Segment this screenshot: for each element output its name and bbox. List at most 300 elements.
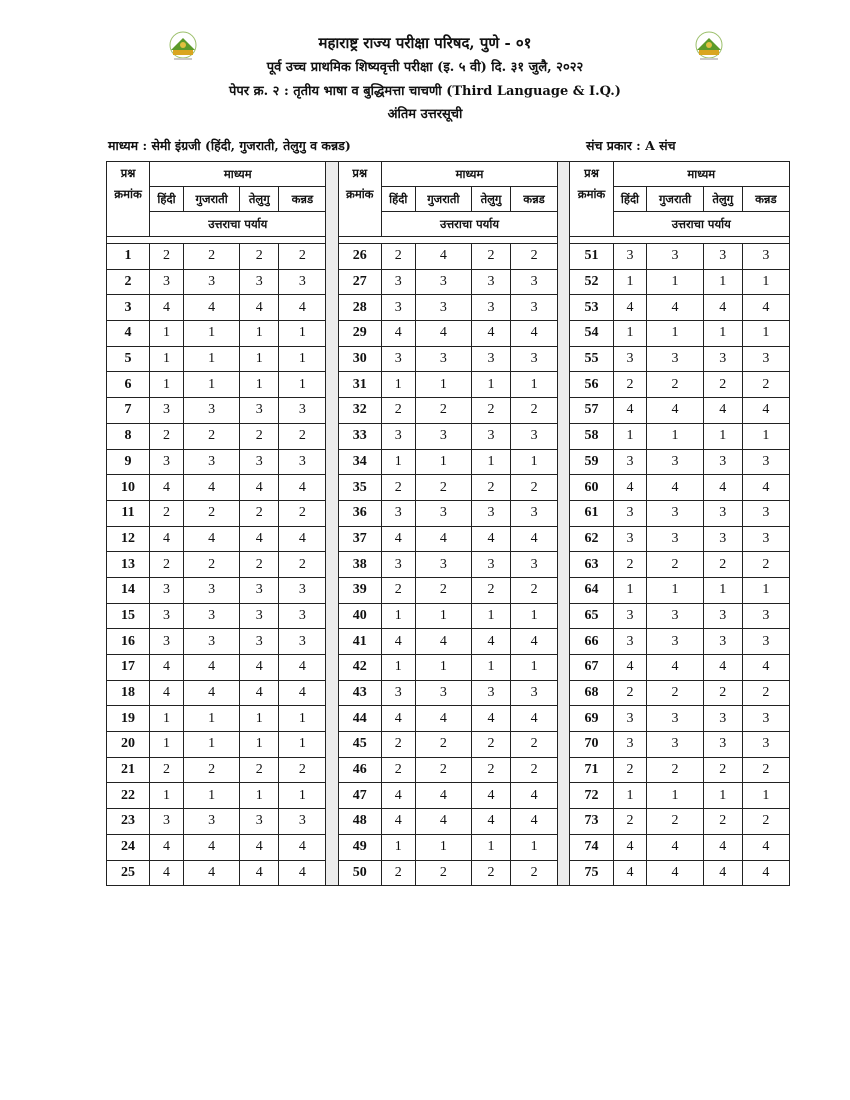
- answer-cell: 3: [742, 706, 789, 732]
- answer-cell: 3: [279, 603, 326, 629]
- question-header-line1: प्रश्न: [120, 166, 136, 180]
- spacer-cell: [279, 237, 326, 244]
- question-number: 28: [338, 295, 381, 321]
- question-number: 63: [570, 552, 613, 578]
- answer-cell: 1: [647, 269, 703, 295]
- medium-column-header: कन्नड: [279, 187, 326, 212]
- answer-cell: 1: [279, 732, 326, 758]
- question-number: 62: [570, 526, 613, 552]
- answer-cell: 3: [381, 680, 415, 706]
- answer-cell: 4: [703, 834, 742, 860]
- answer-cell: 4: [279, 295, 326, 321]
- header-row: [107, 162, 790, 187]
- answer-cell: 1: [703, 269, 742, 295]
- answer-cell: 1: [415, 834, 471, 860]
- answer-cell: 3: [510, 680, 557, 706]
- answer-cell: 1: [183, 783, 239, 809]
- question-number: 67: [570, 655, 613, 681]
- answer-cell: 1: [510, 603, 557, 629]
- question-number: 68: [570, 680, 613, 706]
- question-number: 4: [107, 321, 150, 347]
- answer-cell: 1: [150, 783, 184, 809]
- question-number: 54: [570, 321, 613, 347]
- answer-cell: 4: [415, 809, 471, 835]
- answer-cell: 1: [647, 321, 703, 347]
- question-number: 56: [570, 372, 613, 398]
- answer-cell: 2: [183, 757, 239, 783]
- question-number: 50: [338, 860, 381, 886]
- answer-cell: 4: [703, 295, 742, 321]
- question-number: 18: [107, 680, 150, 706]
- question-number: 12: [107, 526, 150, 552]
- answer-cell: 2: [415, 757, 471, 783]
- question-number: 39: [338, 577, 381, 603]
- table-row: [107, 655, 790, 681]
- answer-cell: 1: [613, 423, 647, 449]
- question-number-header: [338, 162, 381, 237]
- answer-cell: 4: [647, 475, 703, 501]
- answer-cell: 4: [150, 655, 184, 681]
- answer-cell: 4: [742, 860, 789, 886]
- question-number: 51: [570, 244, 613, 270]
- answer-cell: 4: [240, 834, 279, 860]
- answer-cell: 4: [415, 706, 471, 732]
- answer-cell: 2: [381, 398, 415, 424]
- table-row: [107, 321, 790, 347]
- answer-cell: 2: [510, 577, 557, 603]
- header-row: [107, 187, 790, 212]
- answer-cell: 4: [150, 295, 184, 321]
- answer-cell: 3: [415, 346, 471, 372]
- table-row: [107, 244, 790, 270]
- answer-cell: 3: [647, 732, 703, 758]
- answer-cell: 3: [472, 269, 511, 295]
- header-row: [107, 212, 790, 237]
- question-number: 31: [338, 372, 381, 398]
- answer-cell: 3: [240, 269, 279, 295]
- answer-cell: 4: [472, 783, 511, 809]
- medium-column-header: हिंदी: [381, 187, 415, 212]
- question-header-line1: प्रश्न: [584, 166, 599, 180]
- question-number: 1: [107, 244, 150, 270]
- set-type-label: संच प्रकार : A संच: [586, 138, 676, 153]
- question-number: 8: [107, 423, 150, 449]
- answer-key-table: [106, 161, 790, 886]
- question-number: 38: [338, 552, 381, 578]
- question-number: 37: [338, 526, 381, 552]
- answer-cell: 4: [381, 629, 415, 655]
- answer-cell: 2: [703, 757, 742, 783]
- meta-row: [108, 137, 708, 157]
- answer-cell: 4: [510, 321, 557, 347]
- question-number: 49: [338, 834, 381, 860]
- answer-cell: 1: [381, 834, 415, 860]
- answer-cell: 4: [742, 475, 789, 501]
- answer-cell: 3: [240, 603, 279, 629]
- answer-cell: 2: [381, 475, 415, 501]
- answer-cell: 4: [703, 655, 742, 681]
- answer-cell: 2: [472, 577, 511, 603]
- answer-key-title: अंतिम उत्तरसूची: [387, 107, 463, 122]
- question-number: 2: [107, 269, 150, 295]
- answer-cell: 3: [613, 706, 647, 732]
- question-number: 30: [338, 346, 381, 372]
- answer-cell: 3: [613, 629, 647, 655]
- question-number: 66: [570, 629, 613, 655]
- question-number: 11: [107, 500, 150, 526]
- answer-cell: 1: [240, 706, 279, 732]
- answer-cell: 1: [183, 706, 239, 732]
- question-number-header: [107, 162, 150, 237]
- answer-cell: 4: [472, 706, 511, 732]
- question-number: 58: [570, 423, 613, 449]
- org-title: महाराष्ट्र राज्य परीक्षा परिषद, पुणे - ०१: [318, 34, 532, 52]
- answer-cell: 1: [647, 577, 703, 603]
- answer-cell: 1: [183, 346, 239, 372]
- answer-cell: 3: [150, 603, 184, 629]
- answer-cell: 2: [742, 757, 789, 783]
- question-header-line2: क्रमांक: [346, 187, 374, 201]
- medium-column-header: हिंदी: [150, 187, 184, 212]
- answer-cell: 3: [510, 346, 557, 372]
- answer-cell: 3: [381, 423, 415, 449]
- answer-cell: 4: [647, 398, 703, 424]
- answer-cell: 3: [415, 423, 471, 449]
- question-number: 13: [107, 552, 150, 578]
- answer-cell: 1: [613, 577, 647, 603]
- answer-cell: 1: [240, 346, 279, 372]
- question-number: 59: [570, 449, 613, 475]
- question-number: 55: [570, 346, 613, 372]
- question-number: 43: [338, 680, 381, 706]
- answer-cell: 4: [415, 629, 471, 655]
- answer-cell: 1: [613, 321, 647, 347]
- answer-cell: 3: [510, 552, 557, 578]
- question-number: 5: [107, 346, 150, 372]
- answer-cell: 3: [647, 244, 703, 270]
- answer-cell: 1: [381, 449, 415, 475]
- answer-cell: 1: [183, 321, 239, 347]
- answer-cell: 1: [472, 655, 511, 681]
- answer-cell: 1: [472, 372, 511, 398]
- answer-cell: 3: [150, 269, 184, 295]
- answer-cell: 3: [703, 449, 742, 475]
- answer-cell: 1: [279, 321, 326, 347]
- answer-cell: 2: [150, 757, 184, 783]
- question-number: 42: [338, 655, 381, 681]
- table-row: [107, 398, 790, 424]
- answer-cell: 2: [381, 244, 415, 270]
- answer-cell: 2: [510, 398, 557, 424]
- answer-cell: 1: [647, 423, 703, 449]
- answer-option-header: उत्तराचा पर्याय: [150, 212, 326, 237]
- answer-cell: 2: [613, 372, 647, 398]
- answer-cell: 3: [703, 706, 742, 732]
- answer-cell: 1: [703, 577, 742, 603]
- answer-cell: 4: [279, 475, 326, 501]
- spacer-row: [107, 237, 790, 244]
- answer-cell: 2: [510, 732, 557, 758]
- answer-cell: 3: [472, 423, 511, 449]
- answer-cell: 3: [647, 346, 703, 372]
- question-number: 71: [570, 757, 613, 783]
- question-number: 17: [107, 655, 150, 681]
- answer-cell: 4: [381, 783, 415, 809]
- answer-cell: 2: [613, 757, 647, 783]
- table-row: [107, 603, 790, 629]
- answer-cell: 3: [415, 295, 471, 321]
- question-number: 36: [338, 500, 381, 526]
- answer-cell: 1: [742, 783, 789, 809]
- answer-cell: 2: [415, 577, 471, 603]
- answer-cell: 4: [613, 655, 647, 681]
- answer-cell: 2: [381, 860, 415, 886]
- answer-cell: 1: [510, 372, 557, 398]
- answer-cell: 1: [613, 783, 647, 809]
- answer-cell: 2: [742, 809, 789, 835]
- answer-cell: 2: [415, 732, 471, 758]
- answer-cell: 2: [279, 757, 326, 783]
- table-row: [107, 346, 790, 372]
- question-number: 45: [338, 732, 381, 758]
- answer-cell: 4: [742, 295, 789, 321]
- question-number: 70: [570, 732, 613, 758]
- answer-cell: 2: [647, 757, 703, 783]
- answer-cell: 3: [613, 500, 647, 526]
- table-row: [107, 449, 790, 475]
- table-row: [107, 680, 790, 706]
- answer-cell: 2: [742, 372, 789, 398]
- spacer-cell: [647, 237, 703, 244]
- answer-cell: 4: [150, 834, 184, 860]
- exam-title: पूर्व उच्च प्राथमिक शिष्यवृत्ती परीक्षा (इ. ५ वी) दि. ३१ जुलै, २०२२: [266, 60, 584, 75]
- answer-cell: 2: [703, 680, 742, 706]
- answer-cell: 3: [613, 603, 647, 629]
- spacer-cell: [703, 237, 742, 244]
- spacer-cell: [240, 237, 279, 244]
- spacer-cell: [415, 237, 471, 244]
- answer-cell: 2: [415, 860, 471, 886]
- answer-cell: 1: [472, 834, 511, 860]
- column-separator: [326, 162, 338, 886]
- table-row: [107, 732, 790, 758]
- answer-cell: 2: [510, 244, 557, 270]
- answer-cell: 2: [183, 244, 239, 270]
- answer-cell: 1: [415, 449, 471, 475]
- answer-cell: 1: [150, 706, 184, 732]
- answer-cell: 4: [647, 834, 703, 860]
- answer-cell: 4: [415, 321, 471, 347]
- answer-cell: 2: [647, 552, 703, 578]
- answer-cell: 3: [742, 603, 789, 629]
- answer-cell: 1: [150, 346, 184, 372]
- answer-cell: 1: [703, 321, 742, 347]
- answer-cell: 3: [381, 346, 415, 372]
- answer-cell: 3: [742, 449, 789, 475]
- question-number: 34: [338, 449, 381, 475]
- answer-cell: 3: [703, 629, 742, 655]
- answer-cell: 1: [742, 423, 789, 449]
- table-row: [107, 372, 790, 398]
- question-number: 21: [107, 757, 150, 783]
- answer-cell: 3: [240, 449, 279, 475]
- answer-cell: 4: [510, 706, 557, 732]
- answer-cell: 4: [472, 629, 511, 655]
- table-row: [107, 809, 790, 835]
- question-number: 57: [570, 398, 613, 424]
- answer-cell: 2: [150, 423, 184, 449]
- answer-cell: 1: [183, 372, 239, 398]
- answer-cell: 1: [510, 655, 557, 681]
- spacer-cell: [570, 237, 613, 244]
- table-row: [107, 552, 790, 578]
- answer-cell: 3: [647, 603, 703, 629]
- answer-cell: 4: [150, 860, 184, 886]
- answer-cell: 2: [381, 732, 415, 758]
- answer-cell: 2: [183, 423, 239, 449]
- answer-cell: 3: [415, 552, 471, 578]
- question-number: 75: [570, 860, 613, 886]
- answer-cell: 1: [472, 449, 511, 475]
- question-number: 35: [338, 475, 381, 501]
- answer-cell: 3: [472, 500, 511, 526]
- question-number: 47: [338, 783, 381, 809]
- answer-cell: 1: [381, 372, 415, 398]
- answer-cell: 4: [613, 398, 647, 424]
- table-row: [107, 577, 790, 603]
- spacer-cell: [510, 237, 557, 244]
- answer-cell: 1: [703, 783, 742, 809]
- answer-cell: 3: [240, 809, 279, 835]
- answer-cell: 4: [240, 526, 279, 552]
- spacer-cell: [107, 237, 150, 244]
- answer-cell: 3: [742, 732, 789, 758]
- answer-cell: 4: [472, 526, 511, 552]
- question-number: 24: [107, 834, 150, 860]
- answer-cell: 4: [647, 655, 703, 681]
- question-number: 33: [338, 423, 381, 449]
- question-number: 9: [107, 449, 150, 475]
- answer-cell: 2: [240, 423, 279, 449]
- answer-cell: 4: [279, 655, 326, 681]
- answer-cell: 1: [510, 834, 557, 860]
- table-row: [107, 295, 790, 321]
- answer-cell: 2: [647, 809, 703, 835]
- question-number: 61: [570, 500, 613, 526]
- question-number: 14: [107, 577, 150, 603]
- answer-cell: 1: [381, 603, 415, 629]
- spacer-cell: [742, 237, 789, 244]
- answer-cell: 4: [510, 809, 557, 835]
- answer-cell: 1: [742, 577, 789, 603]
- answer-cell: 2: [472, 860, 511, 886]
- answer-cell: 3: [381, 552, 415, 578]
- answer-cell: 3: [279, 449, 326, 475]
- answer-cell: 4: [183, 526, 239, 552]
- question-number: 10: [107, 475, 150, 501]
- answer-cell: 3: [240, 629, 279, 655]
- answer-cell: 2: [472, 244, 511, 270]
- answer-cell: 2: [415, 475, 471, 501]
- answer-cell: 3: [183, 449, 239, 475]
- answer-option-header: उत्तराचा पर्याय: [381, 212, 557, 237]
- answer-cell: 2: [150, 244, 184, 270]
- answer-cell: 4: [647, 295, 703, 321]
- question-number: 64: [570, 577, 613, 603]
- answer-cell: 4: [279, 860, 326, 886]
- answer-cell: 3: [703, 500, 742, 526]
- answer-cell: 2: [381, 577, 415, 603]
- question-number: 23: [107, 809, 150, 835]
- answer-cell: 4: [703, 398, 742, 424]
- answer-cell: 4: [150, 526, 184, 552]
- table-row: [107, 423, 790, 449]
- answer-cell: 4: [613, 860, 647, 886]
- medium-column-header: हिंदी: [613, 187, 647, 212]
- answer-cell: 1: [240, 783, 279, 809]
- answer-cell: 4: [742, 655, 789, 681]
- answer-cell: 3: [183, 809, 239, 835]
- answer-cell: 3: [613, 526, 647, 552]
- table-row: [107, 526, 790, 552]
- answer-cell: 4: [183, 475, 239, 501]
- answer-cell: 1: [150, 732, 184, 758]
- answer-cell: 3: [703, 603, 742, 629]
- table-row: [107, 269, 790, 295]
- answer-cell: 3: [279, 398, 326, 424]
- spacer-cell: [472, 237, 511, 244]
- answer-cell: 3: [472, 295, 511, 321]
- question-number: 65: [570, 603, 613, 629]
- answer-cell: 3: [510, 500, 557, 526]
- question-number: 20: [107, 732, 150, 758]
- answer-cell: 3: [415, 680, 471, 706]
- question-number: 73: [570, 809, 613, 835]
- question-number: 22: [107, 783, 150, 809]
- answer-cell: 2: [472, 757, 511, 783]
- answer-cell: 3: [703, 346, 742, 372]
- answer-cell: 2: [240, 244, 279, 270]
- answer-cell: 1: [742, 321, 789, 347]
- answer-cell: 1: [415, 603, 471, 629]
- answer-cell: 4: [510, 526, 557, 552]
- answer-cell: 1: [279, 372, 326, 398]
- question-number: 41: [338, 629, 381, 655]
- question-number: 32: [338, 398, 381, 424]
- answer-cell: 3: [510, 269, 557, 295]
- question-number: 3: [107, 295, 150, 321]
- answer-cell: 3: [415, 269, 471, 295]
- answer-cell: 2: [703, 372, 742, 398]
- answer-cell: 4: [613, 295, 647, 321]
- answer-cell: 4: [381, 809, 415, 835]
- answer-cell: 2: [472, 732, 511, 758]
- answer-cell: 4: [742, 398, 789, 424]
- answer-cell: 4: [703, 475, 742, 501]
- answer-cell: 3: [150, 809, 184, 835]
- answer-cell: 2: [279, 500, 326, 526]
- answer-cell: 3: [150, 398, 184, 424]
- answer-cell: 1: [183, 732, 239, 758]
- answer-cell: 3: [647, 706, 703, 732]
- question-header-line1: प्रश्न: [352, 166, 368, 180]
- question-number: 53: [570, 295, 613, 321]
- answer-cell: 4: [240, 295, 279, 321]
- answer-cell: 3: [647, 449, 703, 475]
- table-row: [107, 475, 790, 501]
- answer-cell: 3: [703, 526, 742, 552]
- answer-cell: 3: [742, 244, 789, 270]
